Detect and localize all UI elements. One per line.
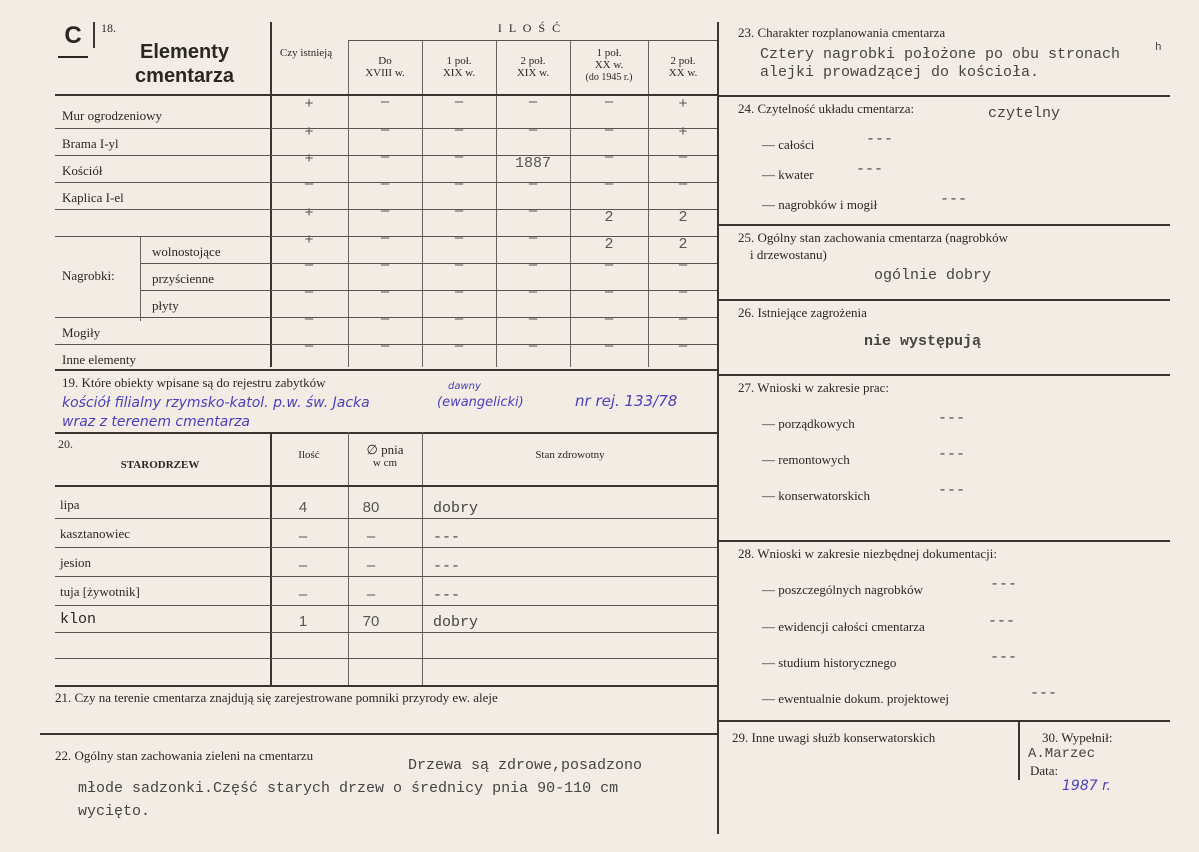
- element-cell: –: [304, 256, 314, 273]
- element-cell: –: [304, 283, 314, 300]
- element-row-label: wolnostojące: [152, 244, 221, 259]
- element-cell: –: [454, 337, 464, 354]
- period-header-l1: 2 poł.: [520, 55, 546, 67]
- element-cell: –: [528, 337, 538, 354]
- element-row-label: Kościół: [62, 163, 103, 178]
- nagrobki-label: Nagrobki:: [62, 268, 115, 283]
- s25-value: ogólnie dobry: [874, 267, 992, 284]
- tree-diameter: 80: [362, 499, 380, 516]
- element-cell: –: [528, 310, 538, 327]
- s24-item-label: — nagrobków i mogił: [762, 197, 878, 212]
- element-cell: –: [380, 148, 390, 165]
- s24-item-value: ---: [866, 131, 894, 148]
- s27-item-value: ---: [938, 446, 966, 463]
- s20-title: STARODRZEW: [120, 459, 200, 471]
- s19-hw-line2: wraz z terenem cmentarza: [62, 414, 251, 430]
- tree-qty: –: [298, 557, 308, 574]
- element-row-label: Brama I-yl: [62, 136, 119, 151]
- section-title-line2: cmentarza: [135, 65, 234, 87]
- s19-hw-reg: nr rej. 133/78: [575, 392, 678, 410]
- s21-label: 21. Czy na terenie cmentarza znajdują się zarejestrowane pomniki przyrody ew. aleje: [55, 690, 498, 705]
- section-letter: C: [64, 22, 82, 49]
- s20-col-health: Stan zdrowotny: [535, 449, 605, 461]
- element-cell: –: [678, 148, 688, 165]
- element-cell: –: [604, 310, 614, 327]
- s30-name: A.Marzec: [1028, 746, 1096, 762]
- period-header-l1: 1 poł.: [446, 55, 472, 67]
- tree-diameter: –: [366, 586, 376, 603]
- element-cell: –: [304, 310, 314, 327]
- element-cell: –: [678, 310, 688, 327]
- s23-label: 23. Charakter rozplanowania cmentarza: [738, 25, 946, 40]
- element-cell: 2: [678, 209, 688, 226]
- s25-label1: 25. Ogólny stan zachowania cmentarza (nagrobków: [738, 230, 1009, 245]
- s30-date-label: Data:: [1030, 763, 1059, 778]
- element-cell: –: [528, 175, 538, 192]
- element-cell: 2: [604, 209, 614, 226]
- tree-name: klon: [60, 611, 97, 628]
- period-header-l2: XVIII w.: [365, 67, 405, 79]
- s20-number: 20.: [58, 437, 73, 451]
- element-cell: –: [380, 283, 390, 300]
- tree-diameter: –: [366, 528, 376, 545]
- s24-value: czytelny: [988, 105, 1061, 122]
- s22-label: 22. Ogólny stan zachowania zieleni na cmentarzu: [55, 748, 314, 763]
- s19-hw-above: dawny: [448, 381, 481, 392]
- period-header-l2: XIX w.: [516, 67, 550, 79]
- element-cell: –: [454, 229, 464, 246]
- element-cell: –: [380, 256, 390, 273]
- element-row-label: Kaplica I-el: [62, 190, 124, 205]
- s26-value: nie występują: [864, 333, 982, 350]
- element-cell: +: [304, 123, 314, 140]
- element-cell: –: [380, 121, 390, 138]
- period-header-l1: 1 poł.: [596, 47, 622, 59]
- s20-col-qty: Ilość: [298, 449, 320, 461]
- s27-item-value: ---: [938, 482, 966, 499]
- element-cell: –: [454, 175, 464, 192]
- s22-line3: wycięto.: [78, 803, 151, 820]
- tree-qty: –: [298, 528, 308, 545]
- element-cell: –: [604, 175, 614, 192]
- row-divider: [140, 263, 718, 264]
- tree-qty: 4: [298, 499, 308, 516]
- element-cell: –: [454, 283, 464, 300]
- s24-item-label: — kwater: [762, 167, 814, 182]
- element-cell: –: [380, 337, 390, 354]
- s28-label: 28. Wnioski w zakresie niezbędnej dokumentacji:: [738, 546, 997, 561]
- element-cell: –: [604, 256, 614, 273]
- s19-hw-line1: kościół filialny rzymsko-katol. p.w. św. Jacka: [62, 395, 370, 411]
- s27-item-label: — remontowych: [762, 452, 850, 467]
- tree-health: ---: [433, 558, 461, 575]
- element-cell: –: [528, 93, 538, 110]
- element-cell: –: [380, 175, 390, 192]
- s27-item-label: — porządkowych: [762, 416, 855, 431]
- element-row-label: Mur ogrodzeniowy: [62, 108, 163, 123]
- element-cell: +: [304, 204, 314, 221]
- tree-health: ---: [433, 529, 461, 546]
- row-divider: [140, 290, 718, 291]
- s27-label: 27. Wnioski w zakresie prac:: [738, 380, 890, 395]
- element-cell: +: [304, 231, 314, 248]
- period-header-l2: XX w.: [668, 67, 698, 79]
- element-cell: +: [678, 123, 688, 140]
- section-title-line1: Elementy: [140, 41, 229, 63]
- element-cell: –: [604, 93, 614, 110]
- s23-line1: Cztery nagrobki położone po obu stronach: [760, 46, 1121, 63]
- element-row-label: Inne elementy: [62, 352, 136, 367]
- element-cell: –: [454, 148, 464, 165]
- element-row-label: przyścienne: [152, 271, 215, 286]
- element-cell: –: [528, 256, 538, 273]
- tree-row-divider: [55, 576, 718, 577]
- element-cell: –: [454, 256, 464, 273]
- tree-health: ---: [433, 587, 461, 604]
- s20-col-diam: ∅ pnia: [366, 442, 404, 457]
- element-cell: –: [678, 256, 688, 273]
- element-cell: –: [678, 175, 688, 192]
- period-header-l1: 2 poł.: [670, 55, 696, 67]
- element-cell: –: [454, 310, 464, 327]
- element-row-label: płyty: [152, 298, 179, 313]
- element-cell: –: [528, 229, 538, 246]
- s24-item-value: ---: [940, 191, 968, 208]
- element-cell: –: [454, 121, 464, 138]
- element-cell: –: [454, 93, 464, 110]
- element-cell: 2: [604, 236, 614, 253]
- s22-line1: Drzewa są zdrowe,posadzono: [408, 757, 643, 774]
- element-cell: –: [678, 337, 688, 354]
- s27-item-label: — konserwatorskich: [762, 488, 870, 503]
- tree-name: kasztanowiec: [60, 526, 131, 541]
- element-cell: –: [380, 229, 390, 246]
- s23-h-mark: h: [1155, 42, 1162, 54]
- tree-name: tuja [żywotnik]: [60, 584, 140, 599]
- tree-row-divider: [55, 658, 718, 659]
- element-cell: +: [304, 150, 314, 167]
- s20-col-diam2: w cm: [372, 457, 398, 469]
- element-cell: –: [678, 283, 688, 300]
- s24-item-label: — całości: [762, 137, 815, 152]
- element-cell: 1887: [514, 155, 551, 172]
- element-cell: –: [604, 121, 614, 138]
- tree-row-divider: [55, 547, 718, 548]
- element-cell: –: [528, 121, 538, 138]
- section-number: 18.: [101, 21, 116, 35]
- element-cell: –: [304, 337, 314, 354]
- s24-label: 24. Czytelność układu cmentarza:: [738, 101, 915, 116]
- s28-item-value: ---: [990, 576, 1018, 593]
- tree-row-divider: [55, 605, 718, 606]
- tree-health: dobry: [433, 500, 479, 517]
- period-header-l1: Do: [378, 55, 392, 67]
- element-row-label: Mogiły: [62, 325, 101, 340]
- s26-label: 26. Istniejące zagrożenia: [738, 305, 867, 320]
- s27-item-value: ---: [938, 410, 966, 427]
- s29-label: 29. Inne uwagi służb konserwatorskich: [732, 730, 936, 745]
- tree-qty: 1: [298, 613, 308, 630]
- element-cell: +: [678, 95, 688, 112]
- element-cell: –: [380, 93, 390, 110]
- element-cell: –: [528, 202, 538, 219]
- tree-name: jesion: [60, 555, 92, 570]
- element-cell: –: [604, 337, 614, 354]
- element-cell: –: [454, 202, 464, 219]
- tree-row-divider: [55, 632, 718, 633]
- s28-item-label: — ewentualnie dokum. projektowej: [762, 691, 950, 706]
- s22-line2: młode sadzonki.Część starych drzew o średnicy pnia 90-110 cm: [78, 780, 619, 797]
- s28-item-value: ---: [1030, 685, 1058, 702]
- element-cell: 2: [678, 236, 688, 253]
- period-header-l2: XX w.: [594, 59, 624, 71]
- element-cell: –: [528, 283, 538, 300]
- period-header-l3: (do 1945 r.): [585, 72, 633, 83]
- s19-hw-paren: (ewangelicki): [437, 395, 524, 410]
- s25-label2: i drzewostanu): [750, 247, 827, 262]
- s30-label: 30. Wypełnił:: [1042, 730, 1113, 745]
- element-cell: –: [380, 310, 390, 327]
- tree-name: lipa: [60, 497, 80, 512]
- col-qty-header: I L O Ś Ć: [497, 21, 563, 35]
- s28-item-value: ---: [990, 649, 1018, 666]
- tree-diameter: 70: [362, 613, 380, 630]
- s23-line2: alejki prowadzącej do kościoła.: [760, 64, 1040, 81]
- tree-diameter: –: [366, 557, 376, 574]
- s28-item-label: — studium historycznego: [762, 655, 897, 670]
- element-cell: –: [604, 148, 614, 165]
- tree-qty: –: [298, 586, 308, 603]
- s28-item-label: — poszczególnych nagrobków: [762, 582, 924, 597]
- col-exists-header: Czy istnieją: [279, 47, 333, 59]
- s24-item-value: ---: [856, 161, 884, 178]
- s28-item-label: — ewidencji całości cmentarza: [762, 619, 925, 634]
- tree-health: dobry: [433, 614, 479, 631]
- element-cell: –: [304, 175, 314, 192]
- s19-label: 19. Które obiekty wpisane są do rejestru zabytków: [62, 375, 326, 390]
- tree-row-divider: [55, 518, 718, 519]
- element-cell: –: [604, 283, 614, 300]
- element-cell: +: [304, 95, 314, 112]
- s28-item-value: ---: [988, 613, 1016, 630]
- s30-date-value: 1987 r.: [1062, 778, 1111, 794]
- element-cell: –: [380, 202, 390, 219]
- period-header-l2: XIX w.: [442, 67, 476, 79]
